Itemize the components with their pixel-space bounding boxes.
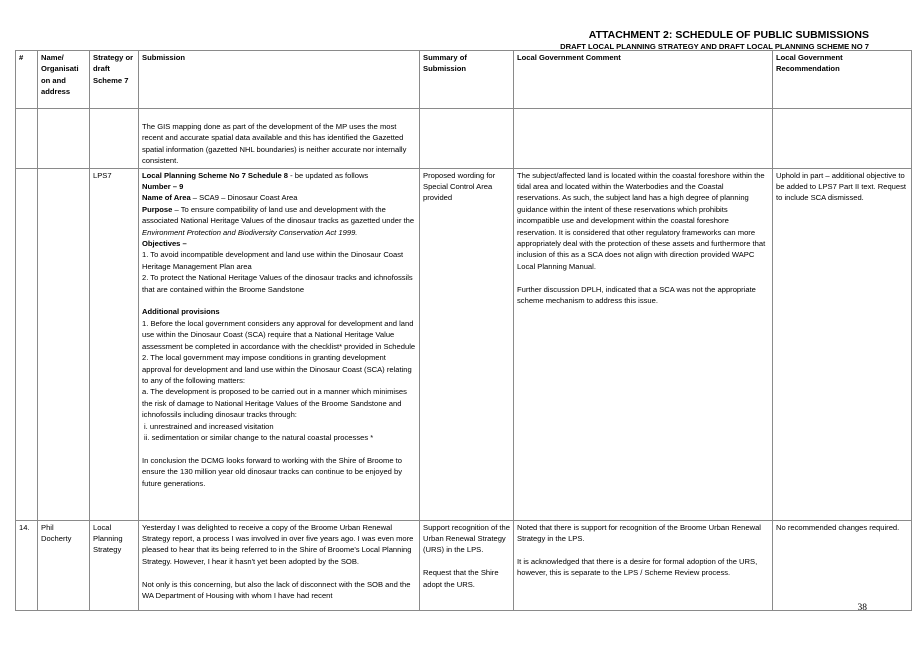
- column-header-recommendation: Local Government Recommendation: [773, 51, 912, 109]
- cell-strategy: LPS7: [90, 168, 139, 520]
- table-row: [16, 168, 912, 520]
- table-row: [16, 520, 912, 610]
- schedule-heading: Local Planning Scheme No 7 Schedule 8 - be updated as follows: [142, 170, 369, 180]
- cell-recommendation: Uphold in part – additional objective to be added to LPS7 Part II text. Request to include SCA dismissed.: [773, 168, 912, 520]
- comment-paragraph: It is acknowledged that there is a desire for formal adoption of the URS, however, this is separate to the LPS / Scheme Review process.: [517, 556, 758, 578]
- provision-item: a. The development is proposed to be carried out in a manner which minimises the risk of damage to National Heritage Values of the Broome Sandstone and ichnofossils including dinosaur tracks through:: [142, 387, 407, 420]
- cell-number: [16, 168, 38, 520]
- table-header-row: [16, 51, 912, 109]
- objectives-heading: Objectives –: [142, 239, 187, 249]
- area-number: Number – 9: [142, 182, 184, 192]
- provision-subitem: ii. sedimentation or similar change to the natural coastal processes *: [144, 432, 374, 442]
- summary-paragraph: Support recognition of the Urban Renewal Strategy (URS) in the LPS.: [423, 522, 510, 555]
- cell-strategy: [90, 109, 139, 169]
- comment-paragraph: The subject/affected land is located within the coastal foreshore within the tidal area and located within the Waterbodies and the Coastal reservations. As such, the subject land has a high degree of planning guidance within the intent of these reservations which prohibits incompatible use and development within the coastal foreshore reservation. It is considered that other regulatory frameworks can more appropriately deal with the protection of these assets and furthermore that inclusion of this as a SCA does not align with direction provided WAPC Local Planning Manual.: [517, 170, 766, 271]
- cell-submission: [139, 109, 420, 169]
- attachment-subtitle: DRAFT LOCAL PLANNING STRATEGY AND DRAFT LOCAL PLANNING SCHEME NO 7: [560, 42, 869, 51]
- table-row: [16, 109, 912, 169]
- submission-text: The GIS mapping done as part of the development of the MP uses the most recent and accurate spatial data available and this has identified the Gazetted spatial information (gazetted NHL boundaries) is neither accurate nor internally consistent.: [142, 122, 407, 166]
- cell-recommendation: [773, 109, 912, 169]
- cell-submission: [139, 520, 420, 610]
- cell-name: Phil Docherty: [38, 520, 90, 610]
- provision-item: 1. Before the local government considers any approval for development and land use within the Dinosaur Coast (SCA) require that a National Heritage Value assessment be completed in accordance with the checklist* provided in Schedule 2. The local government may impose conditions in granting development approval for development and land use within the Dinosaur Coast (SCA) relating to any of the following matters:: [142, 318, 416, 385]
- cell-number: [16, 109, 38, 169]
- cell-name: [38, 109, 90, 169]
- submissions-table: [15, 50, 912, 611]
- cell-number: 14.: [16, 520, 38, 610]
- cell-submission: [139, 168, 420, 520]
- cell-name: [38, 168, 90, 520]
- cell-strategy: Local Planning Strategy: [90, 520, 139, 610]
- cell-comment: [514, 520, 773, 610]
- comment-paragraph: Further discussion DPLH, indicated that a SCA was not the appropriate scheme mechanism to address this issue.: [517, 284, 756, 306]
- submission-paragraph: Yesterday I was delighted to receive a copy of the Broome Urban Renewal Strategy report, a process I was involved in over five years ago. I was even more pleased to hear that its being referred to in the Shire of Broome's Local Planning Strategy. However, I hear it hasn't yet been adopted by the SOB.: [142, 522, 414, 566]
- column-header-submission: Submission: [139, 51, 420, 109]
- column-header-summary: Summary of Submission: [420, 51, 514, 109]
- objective-item: 2. To protect the National Heritage Values of the dinosaur tracks and ichnofossils that are contained within the Broome Sandstone: [142, 273, 413, 294]
- cell-comment: [514, 168, 773, 520]
- page-number: 38: [857, 603, 867, 613]
- cell-recommendation: No recommended changes required.: [773, 520, 912, 610]
- purpose-text: Purpose – To ensure compatibility of land use and development with the associated National Heritage Values of the dinosaur tracks as gazetted under the Environment Protection and Biodiversity Conservation Act 1999.: [142, 204, 415, 237]
- column-header-comment: Local Government Comment: [514, 51, 773, 109]
- summary-paragraph: Request that the Shire adopt the URS.: [423, 568, 499, 589]
- column-header-name: Name/ Organisati on and address: [38, 51, 90, 109]
- comment-paragraph: Noted that there is support for recognition of the Broome Urban Renewal Strategy in the LPS.: [517, 522, 761, 544]
- objective-item: 1. To avoid incompatible development and land use within the Dinosaur Coast Heritage Management Plan area: [142, 250, 404, 271]
- provision-subitem: i. unrestrained and increased visitation: [144, 421, 274, 431]
- submission-paragraph: Not only is this concerning, but also the lack of disconnect with the SOB and the WA Department of Housing with whom I have had recent: [142, 579, 411, 601]
- column-header-number: #: [16, 51, 38, 109]
- area-name: Name of Area – SCA9 – Dinosaur Coast Area: [142, 193, 298, 203]
- additional-provisions-heading: Additional provisions: [142, 307, 220, 317]
- cell-comment: [514, 109, 773, 169]
- cell-summary: Proposed wording for Special Control Area provided: [420, 168, 514, 520]
- attachment-title: ATTACHMENT 2: SCHEDULE OF PUBLIC SUBMISSIONS: [588, 29, 869, 41]
- cell-summary: [420, 520, 514, 610]
- column-header-strategy: Strategy or draft Scheme 7: [90, 51, 139, 109]
- cell-summary: [420, 109, 514, 169]
- conclusion-text: In conclusion the DCMG looks forward to working with the Shire of Broome to ensure the 130 million year old dinosaur tracks can continue to be enjoyed by future generations.: [142, 455, 403, 488]
